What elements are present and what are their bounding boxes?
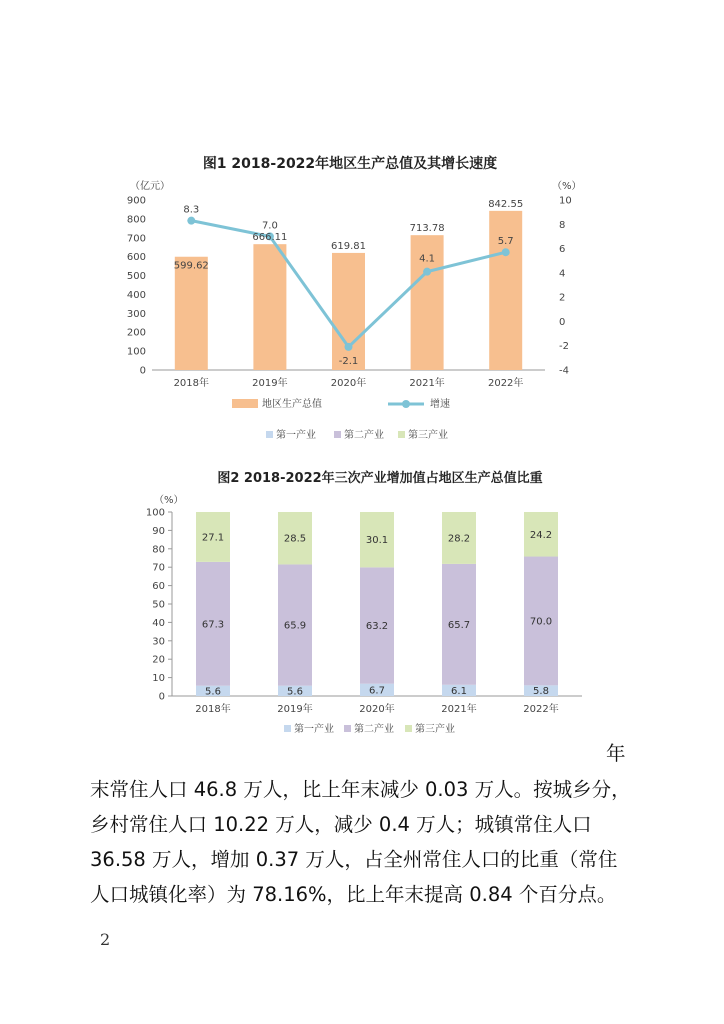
chart1-gdp-bar [175,257,208,370]
chart1-category-label: 2021年 [409,378,445,389]
chart2-y-tick: 0 [158,691,165,703]
chart2-y-tick: 30 [152,636,165,648]
chart2-segment-label: 6.7 [369,685,385,697]
chart2-category-label: 2018年 [195,704,231,715]
chart1-category-label: 2022年 [487,378,524,389]
chart1-left-tick: 300 [126,308,146,320]
chart2-y-tick: 90 [152,525,165,537]
chart1-left-unit: （亿元） [130,181,170,192]
chart1-left-tick: 800 [126,214,146,226]
chart1-legend-gdp-swatch [232,399,258,408]
chart1-right-tick: 6 [559,244,566,256]
chart1-category-label: 2020年 [330,378,367,389]
chart2-segment-label: 65.9 [283,620,307,632]
chart1-right-tick: -4 [559,365,569,377]
chart2-segment-label: 5.6 [287,686,303,698]
chart1-gdp-label: 619.81 [331,240,366,252]
chart1-left-tick: 700 [126,233,146,245]
stray-legend-swatch [398,431,405,438]
chart1-growth-label: 7.0 [261,220,278,232]
chart2-segment-label: 65.7 [447,619,471,631]
chart1-right-tick: 2 [559,292,566,304]
chart2-segment-label: 24.2 [529,529,553,541]
chart2-category-label: 2021年 [441,704,477,715]
paragraph-line: 36.58 万人，增加 0.37 万人，占全州常住人口的比重（常住 [90,848,618,871]
chart1-growth-point [187,217,195,225]
chart2-y-tick: 60 [152,581,165,593]
stray-legend-label: 第二产业 [344,430,384,441]
chart2-segment-label: 27.1 [201,532,225,544]
chart1-left-tick: 500 [126,271,146,283]
chart2-y-tick: 10 [152,673,165,685]
stray-legend-swatch [334,431,341,438]
chart2-unit: （%） [154,495,184,506]
industry-share-chart [0,458,724,738]
chart1-right-tick: 4 [559,268,566,280]
chart1-gdp-bar [332,253,365,370]
chart2-legend-swatch [344,725,351,732]
chart1-category-label: 2018年 [173,378,210,389]
chart1-right-unit: （%） [552,181,582,192]
chart1-category-label: 2019年 [252,378,288,389]
chart2-legend-label: 第二产业 [354,724,394,735]
chart2-segment-label: 6.1 [451,685,467,697]
chart2-segment-label: 63.2 [365,621,389,633]
chart1-left-tick: 600 [126,252,146,264]
chart1-gdp-bar [253,244,286,370]
chart1-legend-gdp-label: 地区生产总值 [262,399,322,410]
population-paragraph [90,772,650,912]
page-number: 2 [100,930,111,949]
chart2-title: 图2 2018-2022年三次产业增加值占地区生产总值比重 [217,471,543,486]
chart1-legend-growth-marker [402,400,410,408]
gdp-growth-chart [0,140,724,450]
chart2-y-tick: 50 [152,599,165,611]
chart1-gdp-label: 842.55 [488,198,524,210]
chart1-title: 图1 2018-2022年地区生产总值及其增长速度 [202,156,498,172]
chart2-legend-swatch [284,725,291,732]
chart2-y-tick: 80 [152,544,165,556]
chart2-category-label: 2020年 [359,704,395,715]
chart2-legend-label: 第一产业 [294,724,334,735]
stray-legend-label: 第一产业 [276,430,316,441]
chart1-legend-growth-label: 增速 [430,399,450,410]
chart1-left-tick: 900 [126,195,146,207]
chart2-segment-label: 28.5 [283,533,307,545]
stray-legend-label: 第三产业 [408,430,448,441]
chart2-legend-swatch [405,725,412,732]
stray-legend-swatch [266,431,273,438]
chart1-right-tick: 0 [559,316,566,328]
chart1-right-tick: 10 [559,195,572,207]
chart2-y-tick: 40 [152,617,165,629]
chart1-gdp-label: 666.11 [252,232,288,244]
chart1-left-tick: 400 [126,289,146,301]
chart2-y-tick: 70 [152,562,165,574]
chart2-category-label: 2019年 [277,704,313,715]
paragraph-line: 人口城镇化率）为 78.16%，比上年末提高 0.84 个百分点。 [90,883,617,906]
chart2-category-label: 2022年 [523,704,559,715]
paragraph-line: 乡村常住人口 10.22 万人，减少 0.4 万人；城镇常住人口 [90,813,592,836]
chart2-segment-label: 67.3 [201,619,225,631]
paragraph-line: 末常住人口 46.8 万人，比上年末减少 0.03 万人。按城乡分， [90,778,631,801]
chart1-growth-label: 5.7 [497,236,514,248]
chart2-segment-label: 70.0 [529,616,553,628]
chart1-growth-point [502,248,510,256]
chart1-growth-point [423,268,431,276]
chart2-segment-label: 28.2 [447,533,471,545]
chart1-gdp-label: 599.62 [173,260,209,272]
chart1-left-tick: 0 [139,365,146,377]
chart2-segment-label: 30.1 [365,535,389,547]
chart1-gdp-label: 713.78 [409,223,445,235]
chart1-right-tick: 8 [559,219,566,231]
chart2-legend-label: 第三产业 [415,724,455,735]
chart1-growth-point [345,343,353,351]
chart1-growth-label: 4.1 [419,253,436,265]
chart1-growth-label: 8.3 [183,204,200,216]
chart2-y-tick: 20 [152,654,165,666]
paragraph-continuation-char: 年 [606,742,626,765]
chart1-gdp-bar [489,211,522,370]
chart2-segment-label: 5.8 [533,686,549,698]
chart1-growth-label: -2.1 [338,355,359,367]
chart1-left-tick: 200 [126,327,146,339]
chart2-y-tick: 100 [145,507,165,519]
chart1-left-tick: 100 [126,346,146,358]
chart1-right-tick: -2 [559,341,569,353]
chart2-segment-label: 5.6 [205,686,221,698]
